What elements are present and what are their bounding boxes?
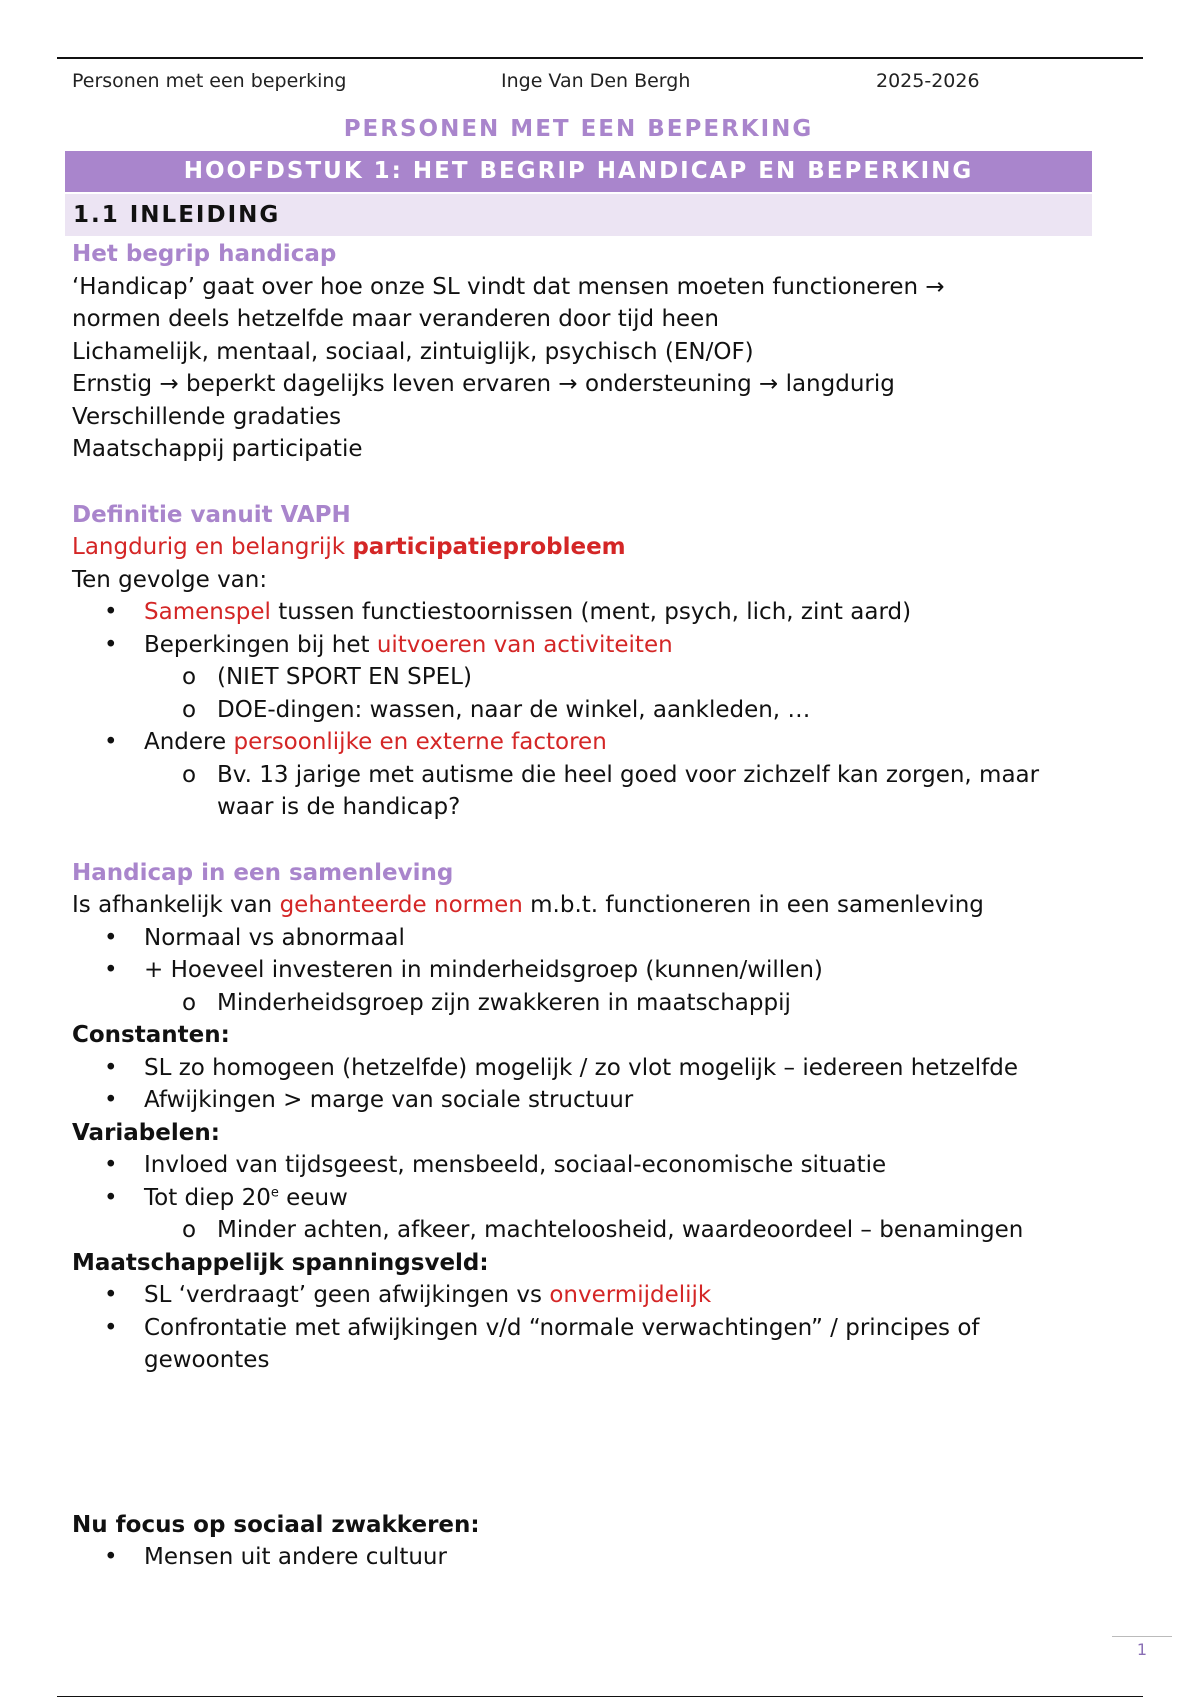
list-item-text: SL ‘verdraagt’ geen afwijkingen vs (144, 1282, 550, 1308)
highlight-text: Samenspel (144, 599, 271, 625)
paragraph-text: Is afhankelijk van (72, 892, 280, 918)
section-heading: 1.1 INLEIDING (73, 202, 281, 228)
page-number: 1 (1136, 1640, 1148, 1659)
definition-keyword: participatieprobleem (352, 534, 626, 560)
header-course: Personen met een beperking (72, 70, 347, 92)
section-heading-bar (65, 194, 1092, 236)
label-focus: Nu focus op sociaal zwakkeren: (72, 1511, 480, 1538)
list-item: • Mensen uit andere cultuur (72, 1541, 1102, 1574)
subheading-definitie: Definitie vanuit VAPH (72, 501, 351, 528)
list-item: • SL zo homogeen (hetzelfde) mogelijk / zo vlot mogelijk – iedereen hetzelfde (72, 1052, 1102, 1085)
list-item (72, 629, 1102, 662)
sub-list-item: o DOE-dingen: wassen, naar de winkel, aankleden, … (72, 694, 1102, 727)
paragraph-line: Lichamelijk, mentaal, sociaal, zintuiglijk, psychisch (EN/OF) (72, 338, 754, 365)
footer-rule (57, 1696, 1143, 1697)
definition-line (72, 531, 1102, 564)
header-author: Inge Van Den Bergh (501, 70, 691, 92)
paragraph-line (72, 889, 1102, 922)
list-item: • + Hoeveel investeren in minderheidsgroep (kunnen/willen) (72, 954, 1102, 987)
page-number-rule (1112, 1636, 1172, 1637)
paragraph-text: m.b.t. functioneren in een samenleving (522, 892, 984, 918)
subheading-samenleving: Handicap in een samenleving (72, 859, 454, 886)
highlight-text: onvermijdelijk (549, 1282, 712, 1308)
paragraph-line: Ernstig → beperkt dagelijks leven ervaren → ondersteuning → langdurig (72, 371, 895, 397)
superscript: e (270, 1184, 279, 1200)
list-item (72, 726, 1102, 759)
highlight-text: uitvoeren van activiteiten (376, 631, 673, 658)
definition-red-text: Langdurig en belangrijk (72, 534, 353, 560)
list-item: • Afwijkingen > marge van sociale structuur (72, 1084, 1102, 1117)
list-item (72, 1279, 1102, 1312)
label-variabelen: Variabelen: (72, 1119, 220, 1146)
paragraph-line: Verschillende gradaties (72, 403, 342, 430)
sub-list-item: o Minderheidsgroep zijn zwakkeren in maatschappij (72, 987, 1102, 1020)
list-item-text: Tot diep 20 (144, 1184, 271, 1211)
label-constanten: Constanten: (72, 1022, 230, 1048)
highlight-text: gehanteerde normen (279, 892, 523, 918)
paragraph-line: normen deels hetzelfde maar veranderen door tijd heen (72, 306, 719, 332)
chapter-heading: HOOFDSTUK 1: HET BEGRIP HANDICAP EN BEPERKING (65, 151, 1092, 192)
list-item (72, 596, 1102, 629)
subheading-begrip: Het begrip handicap (72, 241, 337, 267)
list-item-text: eeuw (278, 1184, 348, 1211)
list-item: • Invloed van tijdsgeest, mensbeeld, sociaal-economische situatie (72, 1149, 1102, 1182)
sub-list-item: o Bv. 13 jarige met autisme die heel goed voor zichzelf kan zorgen, maar (72, 759, 1102, 792)
paragraph-line: ‘Handicap’ gaat over hoe onze SL vindt dat mensen moeten functioneren → (72, 273, 945, 300)
header-year: 2025-2026 (876, 70, 980, 92)
list-item: • Normaal vs abnormaal (72, 922, 1102, 955)
sub-list-item: o Minder achten, afkeer, machteloosheid, waardeoordeel – benamingen (72, 1214, 1102, 1247)
label-spanningsveld: Maatschappelijk spanningsveld: (72, 1249, 489, 1276)
list-item: • Confrontatie met afwijkingen v/d “normale verwachtingen” / principes of (72, 1312, 1102, 1345)
sub-list-item-continuation: waar is de handicap? (217, 794, 461, 820)
paragraph-line: Maatschappij participatie (72, 436, 363, 462)
list-item (72, 1182, 1102, 1215)
paragraph-line: Ten gevolge van: (72, 566, 268, 593)
list-item-text: Andere (144, 729, 234, 755)
document-body (72, 238, 1102, 1574)
highlight-text: persoonlijke en externe factoren (233, 729, 607, 755)
header-rule (57, 57, 1143, 59)
list-item-text: Beperkingen bij het (144, 631, 377, 658)
list-item-continuation: gewoontes (144, 1347, 270, 1373)
list-item-text: tussen functiestoornissen (ment, psych, lich, zint aard) (270, 599, 912, 625)
document-title: PERSONEN MET EEN BEPERKING (343, 116, 814, 142)
page-header (72, 70, 1072, 94)
sub-list-item: o (NIET SPORT EN SPEL) (72, 661, 1102, 694)
